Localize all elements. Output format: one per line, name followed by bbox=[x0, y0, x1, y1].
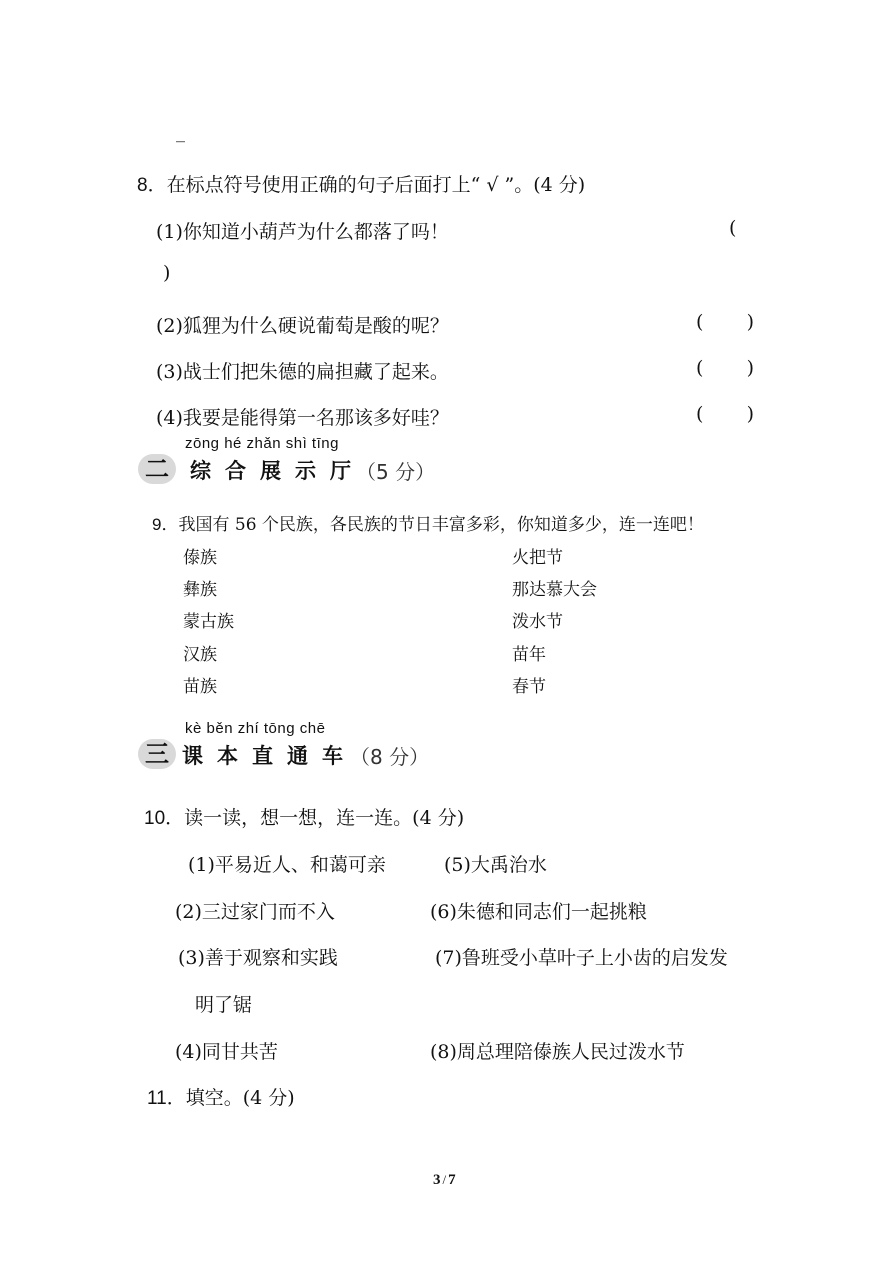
q10-right-3-continued: 明了锯 bbox=[195, 994, 253, 1016]
page-current: 3 bbox=[433, 1172, 441, 1188]
section-3-badge: 三 bbox=[138, 739, 176, 769]
section-3-title: 课本直通车 bbox=[182, 744, 357, 768]
question-number: 10 bbox=[144, 808, 166, 829]
q9-right-3[interactable]: 泼水节 bbox=[512, 612, 563, 632]
question-number: 8 bbox=[137, 175, 148, 196]
question-text: 读一读，想一想，连一连。(4 分) bbox=[184, 807, 465, 829]
section-2-badge: 二 bbox=[138, 454, 176, 484]
q8-item-1: (1)你知道小葫芦为什么都落了吗！ bbox=[156, 221, 449, 243]
q9-left-1[interactable]: 傣族 bbox=[183, 548, 217, 568]
question-10: 10．读一读，想一想，连一连。(4 分) bbox=[144, 807, 465, 829]
q10-right-3[interactable]: (7)鲁班受小草叶子上小齿的启发发 bbox=[435, 947, 728, 969]
q9-right-5[interactable]: 春节 bbox=[512, 677, 546, 697]
q8-item-3: (3)战士们把朱德的扁担藏了起来。 bbox=[156, 361, 449, 383]
section-2-title: 综合展示厅 bbox=[190, 459, 365, 483]
q8-item-1-paren-open[interactable]: ( bbox=[729, 217, 737, 239]
question-number: 9 bbox=[152, 515, 162, 534]
question-text: 在标点符号使用正确的句子后面打上“ √ ”。(4 分) bbox=[166, 174, 586, 196]
stray-mark: _ bbox=[176, 122, 185, 143]
question-text: 填空。(4 分) bbox=[185, 1087, 295, 1109]
q9-right-2[interactable]: 那达慕大会 bbox=[512, 580, 597, 600]
q10-right-2[interactable]: (6)朱德和同志们一起挑粮 bbox=[430, 901, 647, 923]
q10-left-4[interactable]: (4)同甘共苦 bbox=[175, 1041, 278, 1063]
page-number bbox=[433, 1172, 456, 1189]
q8-item-2: (2)狐狸为什么硬说葡萄是酸的呢？ bbox=[156, 315, 449, 337]
question-8: 8．在标点符号使用正确的句子后面打上“ √ ”。(4 分) bbox=[137, 174, 586, 196]
q10-right-4[interactable]: (8)周总理陪傣族人民过泼水节 bbox=[430, 1041, 685, 1063]
section-3-score: （8 分） bbox=[350, 745, 430, 769]
section-2-pinyin: zōng hé zhǎn shì tīng bbox=[185, 435, 339, 452]
page-total: 7 bbox=[448, 1172, 456, 1188]
q10-left-1[interactable]: (1)平易近人、和蔼可亲 bbox=[188, 854, 386, 876]
q8-item-1-paren-close[interactable]: ) bbox=[163, 262, 171, 284]
q9-left-4[interactable]: 汉族 bbox=[183, 645, 217, 665]
q9-right-4[interactable]: 苗年 bbox=[512, 645, 546, 665]
q9-left-3[interactable]: 蒙古族 bbox=[183, 612, 234, 632]
q8-item-4: (4)我要是能得第一名那该多好哇？ bbox=[156, 407, 449, 429]
question-9: 9．我国有 56 个民族，各民族的节日丰富多彩，你知道多少，连一连吧！ bbox=[152, 515, 704, 535]
question-number: 11 bbox=[147, 1088, 167, 1109]
section-3-pinyin: kè běn zhí tōng chē bbox=[185, 720, 326, 737]
q9-right-1[interactable]: 火把节 bbox=[512, 548, 563, 568]
q10-left-3[interactable]: (3)善于观察和实践 bbox=[178, 947, 338, 969]
question-text: 我国有 56 个民族，各民族的节日丰富多彩，你知道多少，连一连吧！ bbox=[178, 515, 704, 535]
q9-left-5[interactable]: 苗族 bbox=[183, 677, 217, 697]
q10-right-1[interactable]: (5)大禹治水 bbox=[444, 854, 547, 876]
q10-left-2[interactable]: (2)三过家门而不入 bbox=[175, 901, 335, 923]
page-separator: / bbox=[442, 1172, 447, 1187]
question-11: 11．填空。(4 分) bbox=[147, 1087, 295, 1109]
q9-left-2[interactable]: 彝族 bbox=[183, 580, 217, 600]
section-2-score: （5 分） bbox=[356, 460, 436, 484]
